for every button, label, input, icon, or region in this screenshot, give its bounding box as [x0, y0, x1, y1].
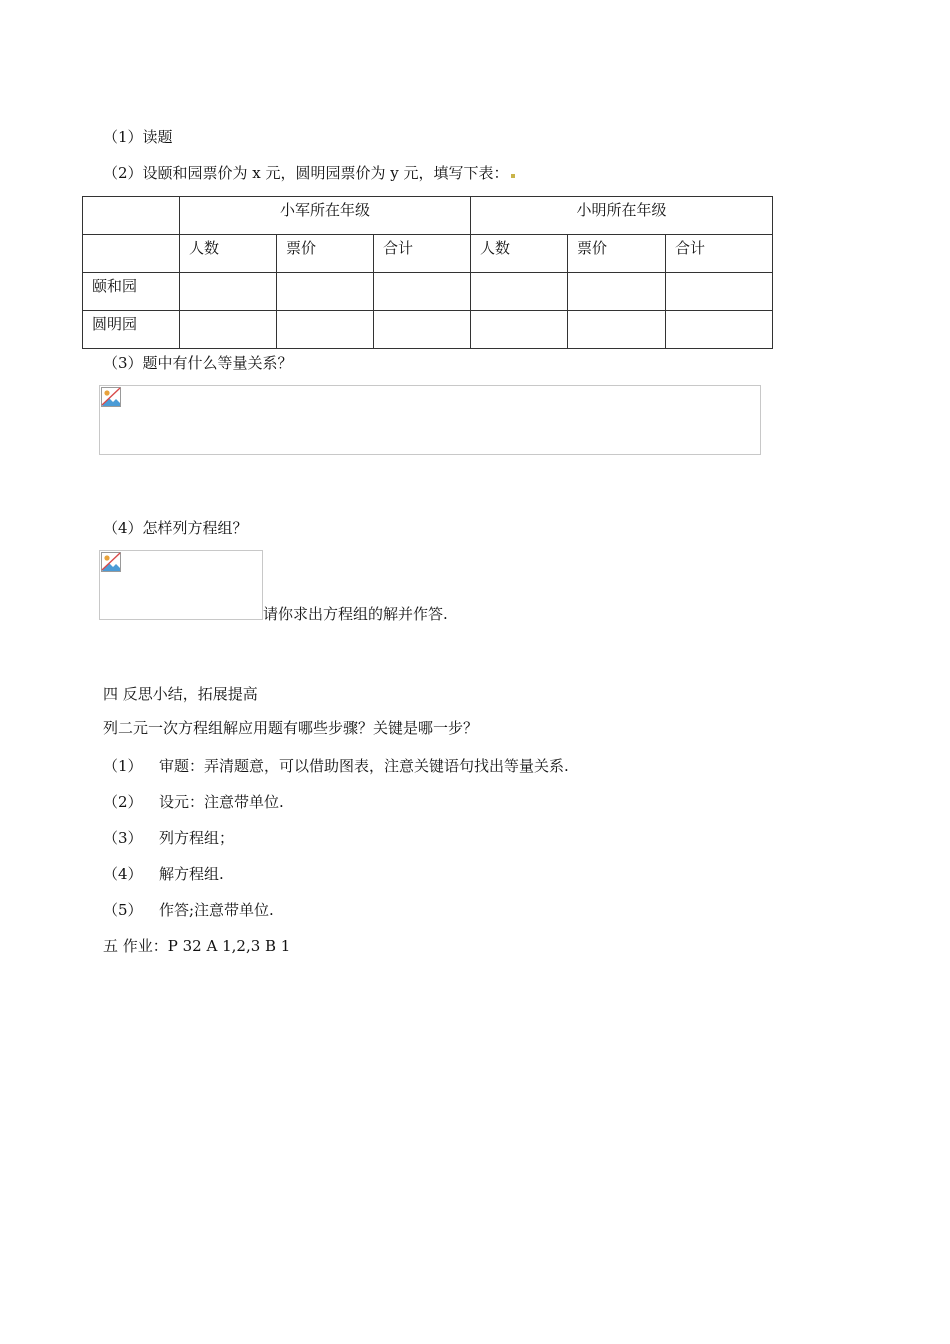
subheader-people-1: 人数 — [180, 235, 277, 273]
subheader-price-2: 票价 — [568, 235, 666, 273]
row-label-yiheyuan: 颐和园 — [83, 273, 180, 311]
subheader-people-2: 人数 — [471, 235, 568, 273]
table-cell — [277, 273, 374, 311]
subheader-total-1: 合计 — [374, 235, 471, 273]
section-5-homework: 五 作业：P 32 A 1,2,3 B 1 — [103, 937, 291, 955]
step-3-relation: （3）题中有什么等量关系？ — [103, 354, 293, 372]
table-cell — [374, 311, 471, 349]
list-item — [103, 756, 569, 776]
list-item-number: （3） — [103, 829, 143, 847]
list-item-text: 审题：弄清题意，可以借助图表，注意关键语句找出等量关系. — [159, 757, 569, 775]
table-corner-cell — [83, 197, 180, 235]
list-item-text: 列方程组； — [159, 829, 235, 847]
step-2-text: （2）设颐和园票价为 x 元，圆明园票价为 y 元，填写下表： — [103, 164, 509, 182]
list-item-text: 作答;注意带单位. — [159, 901, 274, 919]
step-4-instruction: 请你求出方程组的解并作答. — [263, 605, 448, 623]
list-item — [103, 828, 234, 848]
broken-image-icon — [101, 552, 121, 572]
list-item-text: 解方程组. — [159, 865, 224, 883]
table-cell — [471, 311, 568, 349]
table-cell — [666, 273, 773, 311]
step-2-setup — [103, 163, 515, 183]
table-subheader-row — [83, 235, 773, 273]
subheader-total-2: 合计 — [666, 235, 773, 273]
table-cell — [471, 273, 568, 311]
header-xiaojun-grade: 小军所在年级 — [180, 197, 471, 235]
table-cell — [666, 311, 773, 349]
revision-mark — [511, 174, 515, 178]
row-label-yuanmingyuan: 圆明园 — [83, 311, 180, 349]
table-cell — [374, 273, 471, 311]
step-1-read: （1）读题 — [103, 128, 173, 146]
table-row — [83, 273, 773, 311]
ticket-table — [82, 196, 773, 349]
table-header-row — [83, 197, 773, 235]
image-placeholder-equations — [99, 550, 263, 620]
table-cell — [568, 273, 666, 311]
list-item — [103, 900, 274, 920]
list-item-number: （5） — [103, 901, 143, 919]
step-4-equations: （4）怎样列方程组？ — [103, 519, 248, 537]
table-row — [83, 311, 773, 349]
table-cell — [180, 273, 277, 311]
table-cell — [277, 311, 374, 349]
table-subheader-blank — [83, 235, 180, 273]
header-xiaoming-grade: 小明所在年级 — [471, 197, 773, 235]
list-item — [103, 792, 284, 812]
list-item — [103, 864, 224, 884]
list-item-number: （1） — [103, 757, 143, 775]
broken-image-icon — [101, 387, 121, 407]
section-4-title: 四 反思小结，拓展提高 — [103, 685, 258, 703]
table-cell — [568, 311, 666, 349]
list-item-text: 设元：注意带单位. — [159, 793, 284, 811]
steps-question: 列二元一次方程组解应用题有哪些步骤？关键是哪一步？ — [103, 719, 479, 737]
image-placeholder-relation — [99, 385, 761, 455]
table-cell — [180, 311, 277, 349]
list-item-number: （4） — [103, 865, 143, 883]
subheader-price-1: 票价 — [277, 235, 374, 273]
list-item-number: （2） — [103, 793, 143, 811]
